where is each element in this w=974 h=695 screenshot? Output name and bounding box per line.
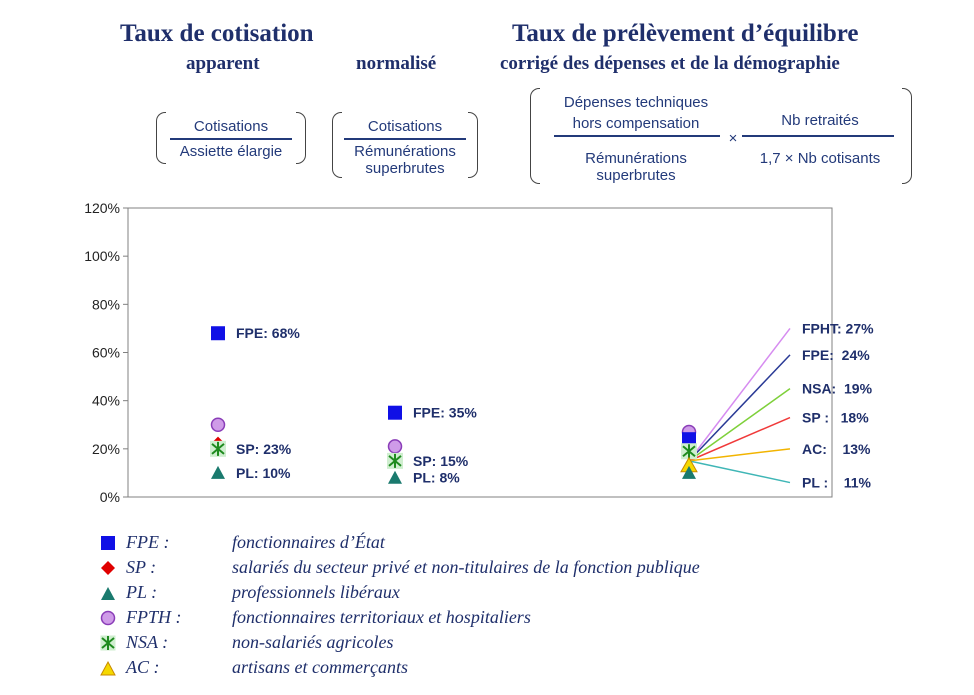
legend-code: FPTH :: [126, 607, 182, 627]
teal-triangle-marker: [682, 466, 696, 479]
y-tick-label: 0%: [99, 489, 120, 505]
blue-square-marker: [211, 326, 225, 340]
fan-line: [689, 461, 790, 483]
y-tick-label: 40%: [91, 392, 120, 409]
legend-code: FPE :: [126, 532, 170, 552]
y-tick-label: 100%: [84, 248, 120, 265]
legend-desc: salariés du secteur privé et non-titulaires de la fonction publique: [232, 557, 700, 577]
legend-code: NSA :: [126, 632, 169, 652]
plot-area: [128, 208, 832, 497]
green-asterisk-bg: [681, 443, 697, 459]
fan-label: FPE: 24%: [802, 346, 870, 363]
teal-triangle-marker: [211, 466, 225, 479]
fan-label: SP : 18%: [802, 409, 869, 426]
formula-apparent-numerator: Cotisations: [193, 118, 269, 135]
legend-desc: non-salariés agricoles: [232, 632, 394, 652]
red-diamond-marker: [213, 437, 223, 447]
formula-apparent-denominator: Assiette élargie: [179, 143, 283, 160]
blue-square-icon: [100, 535, 116, 551]
formula-times-sign: ×: [728, 130, 738, 147]
formula-normalise-numerator: Cotisations: [367, 118, 443, 135]
green-asterisk-marker: [389, 454, 401, 468]
fan-line: [689, 418, 790, 461]
legend-desc: professionnels libéraux: [232, 582, 400, 602]
fan-line: [689, 355, 790, 461]
purple-circle-icon: [100, 610, 116, 626]
teal-triangle-icon: [100, 585, 116, 601]
formula-ratio-numerator: Nb retraités: [781, 112, 859, 129]
formula-normalise: [332, 112, 478, 178]
fan-label: FPHT: 27%: [802, 320, 874, 337]
data-label: PL: 10%: [236, 464, 291, 481]
formula-equilibre: [530, 88, 912, 184]
y-tick-label: 20%: [91, 440, 120, 457]
y-tick-label: 60%: [91, 344, 120, 361]
fan-label: AC: 13%: [802, 440, 871, 457]
y-tick-label: 120%: [84, 200, 120, 216]
fan-label: NSA: 19%: [802, 380, 873, 397]
fan-line: [689, 449, 790, 461]
green-asterisk-bg: [210, 441, 226, 457]
formula-ratio-denominator: 1,7 × Nb cotisants: [759, 150, 881, 167]
left-title: Taux de cotisation: [120, 20, 314, 47]
formula-normalise-denominator-1: Rémunérations: [354, 143, 456, 160]
fraction-bar: [170, 138, 292, 140]
right-title: Taux de prélèvement d’équilibre: [512, 20, 859, 47]
data-label: FPE: 35%: [413, 404, 477, 421]
fan-line: [689, 389, 790, 461]
legend-desc: fonctionnaires d’État: [232, 532, 385, 552]
data-label: PL: 8%: [413, 469, 460, 486]
legend-code: AC :: [126, 657, 160, 677]
data-label: SP: 15%: [413, 452, 469, 469]
formula-equilibre-numerator-2: hors compensation: [572, 115, 700, 132]
fan-line: [689, 328, 790, 460]
left-subtitle-apparent: apparent: [186, 53, 260, 74]
data-label: SP: 23%: [236, 440, 292, 457]
y-tick-label: 80%: [91, 296, 120, 313]
fraction-bar: [554, 135, 720, 137]
purple-circle-marker: [683, 425, 696, 438]
legend-desc: fonctionnaires territoriaux et hospitaliers: [232, 607, 531, 627]
left-subtitle-normalise: normalisé: [356, 53, 437, 74]
blue-square-marker: [388, 406, 402, 420]
legend-code: PL :: [126, 582, 158, 602]
green-asterisk-marker: [683, 444, 695, 458]
legend-desc: artisans et commerçants: [232, 657, 408, 677]
fraction-bar: [742, 135, 894, 137]
green-asterisk-bg: [387, 453, 403, 469]
formula-normalise-denominator-2: superbrutes: [365, 160, 445, 177]
green-asterisk-marker: [212, 442, 224, 456]
legend-code: SP :: [126, 557, 157, 577]
yellow-triangle-icon: [100, 660, 116, 676]
right-subtitle: corrigé des dépenses et de la démographie: [500, 53, 840, 74]
purple-circle-marker: [389, 440, 402, 453]
formula-apparent: [156, 112, 306, 164]
purple-circle-marker: [212, 418, 225, 431]
formula-equilibre-denominator-1: Rémunérations: [585, 150, 687, 167]
fraction-bar: [344, 138, 466, 140]
red-diamond-icon: [100, 560, 116, 576]
formula-equilibre-denominator-2: superbrutes: [596, 167, 676, 184]
formula-equilibre-numerator-1: Dépenses techniques: [563, 94, 709, 111]
fan-label: PL : 11%: [802, 474, 871, 491]
data-label: FPE: 68%: [236, 325, 300, 342]
blue-square-marker: [682, 432, 696, 446]
green-asterisk-icon: [100, 635, 116, 651]
yellow-triangle-marker: [681, 458, 697, 472]
teal-triangle-marker: [388, 471, 402, 484]
